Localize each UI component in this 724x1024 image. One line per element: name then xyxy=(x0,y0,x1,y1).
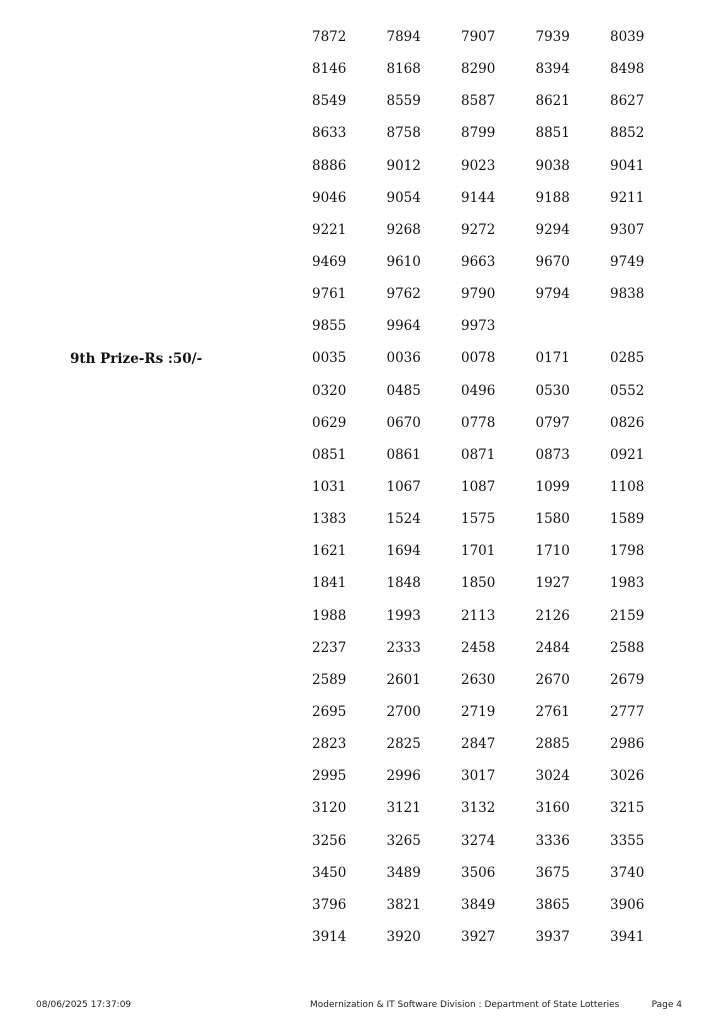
ticket-number: 8799 xyxy=(461,125,496,142)
ticket-number: 9294 xyxy=(535,221,570,238)
ticket-number: 9663 xyxy=(461,253,496,270)
ticket-number: 0921 xyxy=(610,446,645,463)
ticket-number: 8587 xyxy=(461,93,496,110)
ticket-number: 3120 xyxy=(312,800,347,817)
ticket-number: 2719 xyxy=(461,703,496,720)
number-row xyxy=(312,478,685,510)
ticket-number: 0320 xyxy=(312,382,347,399)
ticket-number: 8498 xyxy=(610,61,645,78)
ticket-number: 1694 xyxy=(386,543,421,560)
ticket-number: 1621 xyxy=(312,543,347,560)
ticket-number: 8621 xyxy=(535,93,570,110)
ticket-number: 2484 xyxy=(535,639,570,656)
ticket-number: 3849 xyxy=(461,896,496,913)
ticket-number: 3675 xyxy=(535,864,570,881)
ticket-number: 0171 xyxy=(535,350,570,367)
ticket-number: 9794 xyxy=(535,286,570,303)
number-row xyxy=(312,735,685,767)
division-name: Modernization & IT Software Division : Department of State Lotteries xyxy=(310,1000,620,1010)
ticket-number: 2996 xyxy=(386,768,421,785)
ticket-number: 9046 xyxy=(312,189,347,206)
ticket-number: 1988 xyxy=(312,607,347,624)
ticket-number: 1383 xyxy=(312,511,347,528)
ticket-number: 9749 xyxy=(610,253,645,270)
ticket-number: 8549 xyxy=(312,93,347,110)
ticket-number: 2825 xyxy=(386,736,421,753)
ticket-number: 2761 xyxy=(535,703,570,720)
number-row xyxy=(312,639,685,671)
ticket-number: 3121 xyxy=(386,800,421,817)
ticket-number: 0629 xyxy=(312,414,347,431)
number-row xyxy=(312,446,685,478)
ticket-number: 0035 xyxy=(312,350,347,367)
ticket-number: 8852 xyxy=(610,125,645,142)
ticket-number: 0826 xyxy=(610,414,645,431)
ticket-number: 0530 xyxy=(535,382,570,399)
ticket-number: 3024 xyxy=(535,768,570,785)
number-row xyxy=(312,253,685,285)
number-row xyxy=(312,832,685,864)
ticket-number: 0485 xyxy=(386,382,421,399)
ticket-number: 3920 xyxy=(386,928,421,945)
number-row xyxy=(312,285,685,317)
ticket-number: 1993 xyxy=(386,607,421,624)
ticket-number: 0078 xyxy=(461,350,496,367)
ticket-number: 9041 xyxy=(610,157,645,174)
ticket-number: 2333 xyxy=(386,639,421,656)
ticket-number: 3355 xyxy=(610,832,645,849)
ticket-number: 9790 xyxy=(461,286,496,303)
ticket-number: 1524 xyxy=(386,511,421,528)
ticket-number: 0496 xyxy=(461,382,496,399)
ticket-number: 1031 xyxy=(312,478,347,495)
ticket-number: 3256 xyxy=(312,832,347,849)
ticket-number: 1850 xyxy=(461,575,496,592)
ticket-number: 7939 xyxy=(535,29,570,45)
ticket-number: 9038 xyxy=(535,157,570,174)
number-row xyxy=(312,896,685,928)
number-row xyxy=(312,607,685,639)
ticket-number: 2885 xyxy=(535,736,570,753)
ticket-number: 2995 xyxy=(312,768,347,785)
ticket-number: 2700 xyxy=(386,703,421,720)
ticket-number: 1067 xyxy=(386,478,421,495)
ticket-number: 3506 xyxy=(461,864,496,881)
ticket-number: 1798 xyxy=(610,543,645,560)
ticket-number: 0285 xyxy=(610,350,645,367)
ticket-number: 8633 xyxy=(312,125,347,142)
ticket-number: 8627 xyxy=(610,93,645,110)
ticket-number: 2601 xyxy=(386,671,421,688)
ticket-number: 8394 xyxy=(535,61,570,78)
ticket-number: 3336 xyxy=(535,832,570,849)
ticket-number: 1575 xyxy=(461,511,496,528)
ticket-number: 9144 xyxy=(461,189,496,206)
ticket-number: 2458 xyxy=(461,639,496,656)
ticket-number: 2237 xyxy=(312,639,347,656)
ticket-number: 3914 xyxy=(312,928,347,945)
number-row xyxy=(312,671,685,703)
ticket-number: 2113 xyxy=(461,607,496,624)
number-row xyxy=(312,864,685,896)
ticket-number: 3489 xyxy=(386,864,421,881)
number-row xyxy=(312,349,685,381)
ticket-number: 8758 xyxy=(386,125,421,142)
number-row xyxy=(312,382,685,414)
page-number: Page 4 xyxy=(651,1000,682,1010)
number-row xyxy=(312,510,685,542)
winning-numbers-table xyxy=(312,28,685,960)
ticket-number: 9012 xyxy=(386,157,421,174)
ticket-number: 9188 xyxy=(535,189,570,206)
ticket-number: 2589 xyxy=(312,671,347,688)
ticket-number: 2823 xyxy=(312,736,347,753)
ticket-number: 3017 xyxy=(461,768,496,785)
ticket-number: 2847 xyxy=(461,736,496,753)
ticket-number: 9838 xyxy=(610,286,645,303)
ticket-number: 9469 xyxy=(312,253,347,270)
ticket-number: 9211 xyxy=(610,189,645,206)
ticket-number: 9268 xyxy=(386,221,421,238)
ticket-number: 9855 xyxy=(312,318,347,335)
ticket-number: 1701 xyxy=(461,543,496,560)
number-row xyxy=(312,60,685,92)
ticket-number: 3265 xyxy=(386,832,421,849)
ticket-number: 0552 xyxy=(610,382,645,399)
number-row xyxy=(312,767,685,799)
ticket-number: 0851 xyxy=(312,446,347,463)
number-row xyxy=(312,574,685,606)
ticket-number: 3821 xyxy=(386,896,421,913)
ticket-number: 3132 xyxy=(461,800,496,817)
number-row xyxy=(312,92,685,124)
number-row xyxy=(312,189,685,221)
ticket-number: 8146 xyxy=(312,61,347,78)
number-row xyxy=(312,317,685,349)
prize-label: 9th Prize-Rs :50/- xyxy=(70,350,203,367)
ticket-number: 1580 xyxy=(535,511,570,528)
ticket-number: 8290 xyxy=(461,61,496,78)
ticket-number: 0778 xyxy=(461,414,496,431)
ticket-number: 1099 xyxy=(535,478,570,495)
ticket-number: 3941 xyxy=(610,928,645,945)
ticket-number: 9973 xyxy=(461,318,496,335)
ticket-number: 7872 xyxy=(312,29,347,45)
ticket-number: 2695 xyxy=(312,703,347,720)
ticket-number: 9762 xyxy=(386,286,421,303)
number-row xyxy=(312,124,685,156)
ticket-number: 3796 xyxy=(312,896,347,913)
ticket-number: 1087 xyxy=(461,478,496,495)
ticket-number: 3906 xyxy=(610,896,645,913)
number-row xyxy=(312,414,685,446)
ticket-number: 1589 xyxy=(610,511,645,528)
ticket-number: 0797 xyxy=(535,414,570,431)
ticket-number: 3740 xyxy=(610,864,645,881)
ticket-number: 1710 xyxy=(535,543,570,560)
ticket-number: 2588 xyxy=(610,639,645,656)
ticket-number: 7894 xyxy=(386,29,421,45)
ticket-number: 3215 xyxy=(610,800,645,817)
ticket-number: 0036 xyxy=(386,350,421,367)
ticket-number: 8559 xyxy=(386,93,421,110)
number-row xyxy=(312,703,685,735)
ticket-number: 3865 xyxy=(535,896,570,913)
number-row xyxy=(312,28,685,60)
ticket-number: 2159 xyxy=(610,607,645,624)
print-timestamp: 08/06/2025 17:37:09 xyxy=(36,1000,132,1010)
number-row xyxy=(312,221,685,253)
ticket-number: 8851 xyxy=(535,125,570,142)
ticket-number: 9221 xyxy=(312,221,347,238)
ticket-number: 2986 xyxy=(610,736,645,753)
ticket-number: 9272 xyxy=(461,221,496,238)
ticket-number: 1108 xyxy=(610,478,645,495)
ticket-number: 9964 xyxy=(386,318,421,335)
ticket-number: 0670 xyxy=(386,414,421,431)
ticket-number: 9610 xyxy=(386,253,421,270)
ticket-number: 0861 xyxy=(386,446,421,463)
number-row xyxy=(312,928,685,960)
ticket-number: 3160 xyxy=(535,800,570,817)
ticket-number: 7907 xyxy=(461,29,496,45)
ticket-number: 3937 xyxy=(535,928,570,945)
ticket-number: 9054 xyxy=(386,189,421,206)
ticket-number: 9023 xyxy=(461,157,496,174)
ticket-number: 1927 xyxy=(535,575,570,592)
ticket-number: 2670 xyxy=(535,671,570,688)
ticket-number: 9670 xyxy=(535,253,570,270)
ticket-number: 8168 xyxy=(386,61,421,78)
ticket-number: 8039 xyxy=(610,29,645,45)
ticket-number: 3026 xyxy=(610,768,645,785)
ticket-number: 2777 xyxy=(610,703,645,720)
ticket-number: 2679 xyxy=(610,671,645,688)
ticket-number: 0871 xyxy=(461,446,496,463)
ticket-number: 9307 xyxy=(610,221,645,238)
ticket-number: 3450 xyxy=(312,864,347,881)
number-row xyxy=(312,157,685,189)
ticket-number: 2630 xyxy=(461,671,496,688)
ticket-number: 0873 xyxy=(535,446,570,463)
number-row xyxy=(312,799,685,831)
ticket-number: 8886 xyxy=(312,157,347,174)
ticket-number: 9761 xyxy=(312,286,347,303)
ticket-number: 1841 xyxy=(312,575,347,592)
ticket-number: 3927 xyxy=(461,928,496,945)
ticket-number: 1848 xyxy=(386,575,421,592)
ticket-number: 1983 xyxy=(610,575,645,592)
ticket-number: 2126 xyxy=(535,607,570,624)
ticket-number: 3274 xyxy=(461,832,496,849)
number-row xyxy=(312,542,685,574)
